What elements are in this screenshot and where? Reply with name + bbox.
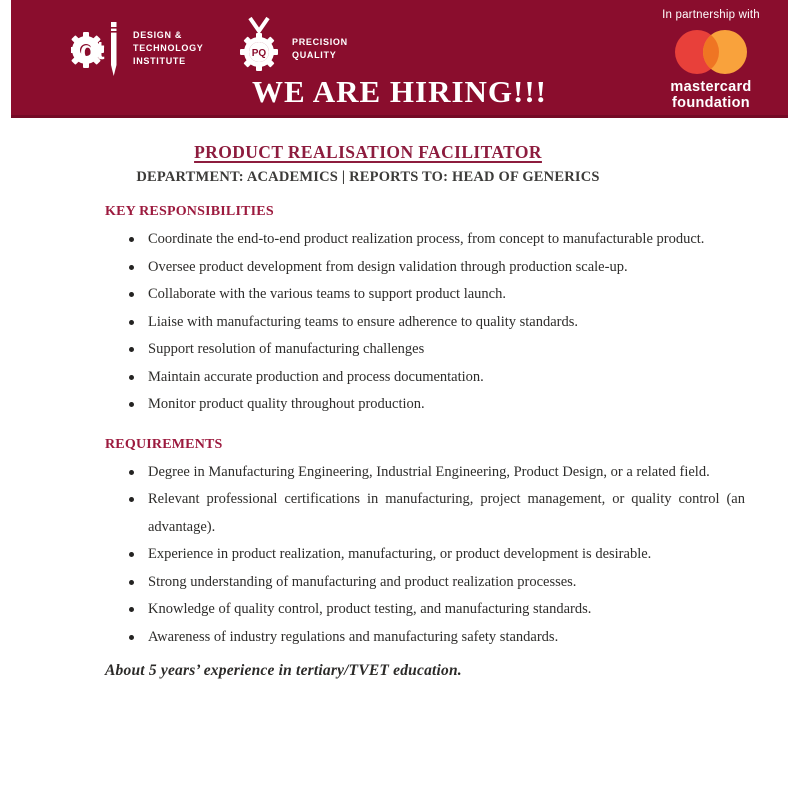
bullet-text: Collaborate with the various teams to support product launch. <box>148 286 506 302</box>
bullet-text: Strong understanding of manufacturing and product realization processes. <box>148 573 577 590</box>
bullet-dot-icon <box>129 309 148 337</box>
bullet-item <box>105 226 745 254</box>
svg-text:PQ: PQ <box>251 48 267 59</box>
mastercard-wordmark <box>644 79 778 111</box>
bullet-text: Oversee product development from design validation through production scale-up. <box>148 258 628 275</box>
bullet-item <box>105 624 745 652</box>
bullet-item <box>105 541 745 569</box>
pq-logo-line: QUALITY <box>292 49 337 60</box>
bullet-item <box>105 596 745 624</box>
overlapping-circles-icon <box>644 28 778 76</box>
section-heading: REQUIREMENTS <box>105 436 223 452</box>
job-meta-line: DEPARTMENT: ACADEMICS | REPORTS TO: HEAD OF GENERICS <box>136 169 600 185</box>
bullet-dot-icon <box>129 486 148 541</box>
bullet-text: Knowledge of quality control, product testing, and manufacturing standards. <box>148 601 592 617</box>
dti-logo-line: DESIGN & <box>133 30 183 40</box>
bullet-item <box>105 336 745 364</box>
pq-logo-text <box>292 36 348 62</box>
bullet-dot-icon <box>129 391 148 419</box>
job-title: PRODUCT REALISATION FACILITATOR <box>194 142 542 162</box>
bullet-item <box>105 281 745 309</box>
bullet-item <box>105 364 745 392</box>
header-band <box>11 0 788 118</box>
bullet-dot-icon <box>129 459 148 487</box>
bullet-dot-icon <box>129 226 148 254</box>
bullet-text: Support resolution of manufacturing challenges <box>148 341 425 357</box>
hiring-banner: WE ARE HIRING!!! <box>251 74 547 109</box>
bullet-item <box>105 391 745 419</box>
section-requirements <box>105 437 745 652</box>
dti-logo <box>71 14 204 83</box>
dti-logo-line: TECHNOLOGY <box>133 43 204 53</box>
bullet-text: Degree in Manufacturing Engineering, Industrial Engineering, Product Design, or a related field. <box>148 463 710 480</box>
job-description <box>105 204 745 681</box>
partnership-label: In partnership with <box>662 9 760 21</box>
bullet-item <box>105 486 745 541</box>
bullet-dot-icon <box>129 364 148 392</box>
bullet-text: Relevant professional certifications in manufacturing, project management, or quality control (an advantage). <box>148 491 745 535</box>
dti-logo-text <box>133 29 204 68</box>
section-heading: KEY RESPONSIBILITIES <box>105 204 274 219</box>
bullet-text: Monitor product quality throughout production. <box>148 396 425 412</box>
bullet-item <box>105 309 745 337</box>
mastercard-foundation-logo <box>644 9 778 111</box>
dti-logo-line: INSTITUTE <box>133 56 186 66</box>
bullet-item <box>105 254 745 282</box>
mastercard-wordmark-line: foundation <box>672 95 750 111</box>
section-key-responsibilities <box>105 204 745 419</box>
bullet-item <box>105 569 745 597</box>
pq-logo <box>237 16 348 81</box>
gear-pencil-icon <box>71 14 125 83</box>
bullet-dot-icon <box>129 541 148 569</box>
bullet-item <box>105 459 745 487</box>
bullet-dot-icon <box>129 254 148 282</box>
bullet-text: Maintain accurate production and process documentation. <box>148 368 484 385</box>
bullet-dot-icon <box>129 596 148 624</box>
mastercard-wordmark-line: mastercard <box>670 79 752 95</box>
requirements-list <box>105 459 745 652</box>
bullet-text: Coordinate the end-to-end product realization process, from concept to manufacturable product. <box>148 231 705 247</box>
pq-logo-line: PRECISION <box>292 36 348 47</box>
bullet-text: Awareness of industry regulations and manufacturing safety standards. <box>148 628 559 645</box>
bullet-dot-icon <box>129 336 148 364</box>
gear-checkmark-icon <box>237 16 283 81</box>
bullet-dot-icon <box>129 281 148 309</box>
responsibilities-list <box>105 226 745 419</box>
bullet-text: Experience in product realization, manufacturing, or product development is desirable. <box>148 546 652 562</box>
experience-footnote: About 5 years’ experience in tertiary/TVET education. <box>105 662 462 679</box>
bullet-text: Liaise with manufacturing teams to ensure adherence to quality standards. <box>148 313 579 330</box>
bullet-dot-icon <box>129 624 148 652</box>
svg-text:dt: dt <box>80 35 105 65</box>
bullet-dot-icon <box>129 569 148 597</box>
